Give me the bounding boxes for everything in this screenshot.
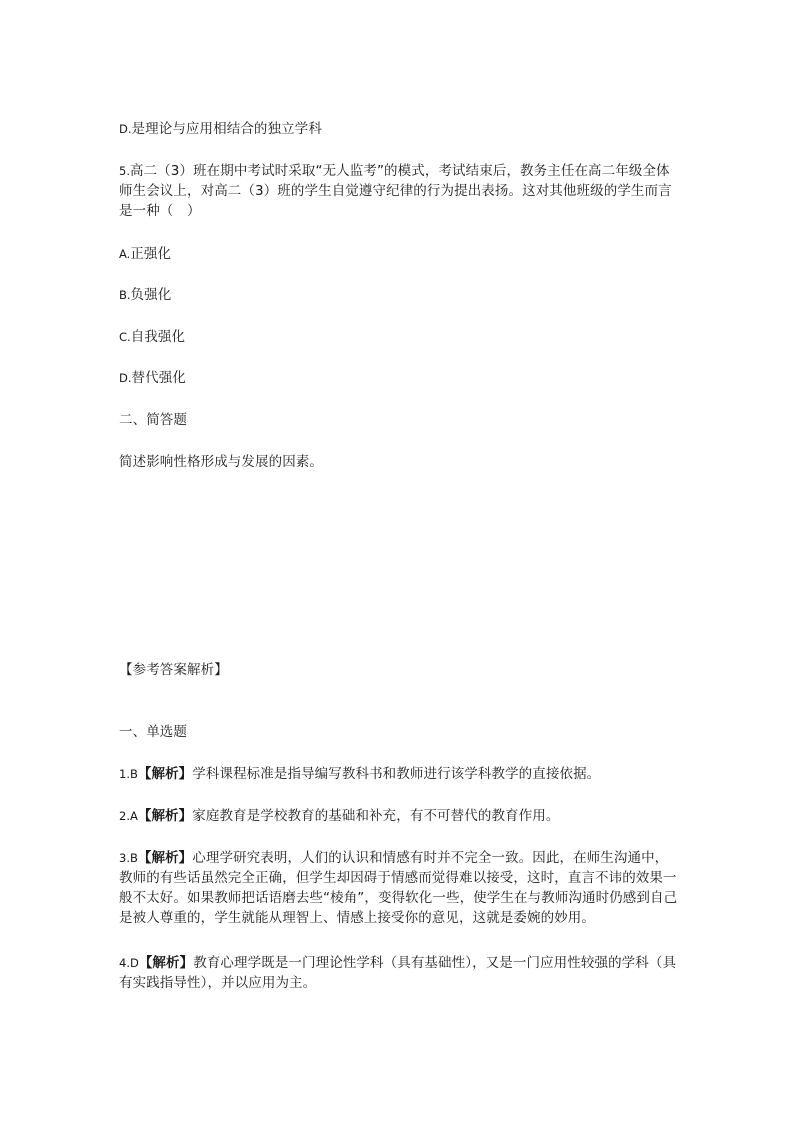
answer-text: 心理学研究表明，人们的认识和情感有时并不完全一致。因此，在师生沟通中，教师的有些话虽然完全正确，但学生却因碍于情感而觉得难以接受，这时，直言不讳的效果一般不太好。如果教师把话语磨去些“棱角”，变得软化一些，使学生在与教师沟通时仍感到自己是被人尊重的，学生就能从理智上、情感上接受你的意见，这就是委婉的妙用。 (119, 850, 678, 926)
q5-option-c (119, 327, 679, 347)
option-label: C. (119, 330, 131, 344)
section2-question: 简述影响性格形成与发展的因素。 (119, 454, 323, 470)
answer-prefix: 1.B (119, 767, 138, 781)
question-number: 5. (119, 164, 130, 178)
option-label: D. (119, 371, 132, 385)
analysis-tag: 【解析】 (137, 850, 193, 866)
answers-heading: 【参考答案解析】 (119, 662, 228, 678)
q5-stem (119, 161, 679, 221)
option-label: D. (119, 122, 132, 136)
analysis-tag: 【解析】 (137, 808, 193, 824)
option-text: 自我强化 (130, 329, 186, 345)
answer-text: 学科课程标准是指导编写教科书和教师进行该学科教学的直接依据。 (192, 766, 601, 782)
option-text: 替代强化 (131, 370, 186, 386)
q5-option-d (119, 368, 679, 388)
answer-prefix: 2.A (119, 809, 138, 823)
option-text: 负强化 (130, 287, 172, 303)
option-label: A. (119, 247, 131, 261)
analysis-tag: 【解析】 (137, 766, 193, 782)
answer-item-1 (119, 764, 679, 784)
q5-option-a (119, 244, 679, 264)
section2-heading: 二、简答题 (119, 412, 187, 428)
answer-prefix: 4.D (119, 956, 139, 970)
answer-item-3 (119, 848, 679, 928)
q4-option-d (119, 119, 679, 139)
answer-text: 教育心理学既是一门理论性学科（具有基础性），又是一门应用性较强的学科（具有实践指导性），并以应用为主。 (119, 955, 677, 991)
answers-section1-heading: 一、单选题 (119, 724, 187, 740)
option-text: 正强化 (130, 246, 172, 262)
option-label: B. (119, 288, 131, 302)
answer-item-2 (119, 806, 679, 826)
option-text: 是理论与应用相结合的独立学科 (131, 121, 322, 137)
answer-item-4 (119, 953, 679, 993)
answer-text: 家庭教育是学校教育的基础和补充，有不可替代的教育作用。 (192, 808, 560, 824)
question-text: 高二（3）班在期中考试时采取“无人监考”的模式，考试结束后，教务主任在高二年级全体师生会议上，对高二（3）班的学生自觉遵守纪律的行为提出表扬。这对其他班级的学生而言是一种（ ） (119, 163, 672, 219)
analysis-tag: 【解析】 (138, 955, 194, 971)
q5-option-b (119, 285, 679, 305)
answer-prefix: 3.B (119, 851, 138, 865)
